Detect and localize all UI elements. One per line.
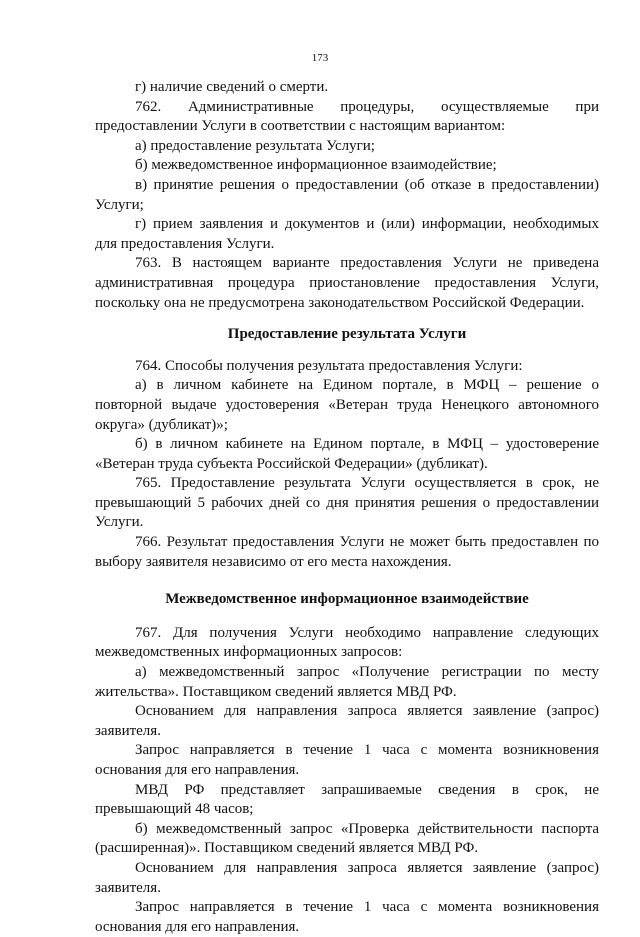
paragraph: Запрос направляется в течение 1 часа с момента возникновения основания для его направления.	[95, 899, 599, 935]
paragraph: 766. Результат предоставления Услуги не может быть предоставлен по выбору заявителя независимо от его места нахождения.	[95, 534, 599, 570]
paragraph: 763. В настоящем варианте предоставления Услуги не приведена административная процедура приостановление предоставления Услуги, поскольку она не предусмотрена законодательством Российской Федерации.	[95, 255, 599, 311]
paragraph: г) прием заявления и документов и (или) информации, необходимых для предоставления Услуги.	[95, 216, 599, 252]
paragraph: Запрос направляется в течение 1 часа с момента возникновения основания для его направления.	[95, 742, 599, 778]
paragraph: 765. Предоставление результата Услуги осуществляется в срок, не превышающий 5 рабочих дней со дня принятия решения о предоставлении Услуги.	[95, 475, 599, 531]
paragraph: а) предоставление результата Услуги;	[135, 137, 375, 154]
section-heading: Предоставление результата Услуги	[227, 326, 467, 343]
paragraph: 767. Для получения Услуги необходимо направление следующих межведомственных информационных запросов:	[95, 624, 599, 661]
document-body	[95, 78, 599, 937]
paragraph: 764. Способы получения результата предоставления Услуги:	[135, 357, 523, 374]
paragraph: МВД РФ представляет запрашиваемые сведения в срок, не превышающий 48 часов;	[95, 781, 599, 818]
paragraph: Основанием для направления запроса является заявление (запрос) заявителя.	[95, 703, 599, 739]
paragraph: 762. Административные процедуры, осуществляемые при предоставлении Услуги в соответствии с настоящим вариантом:	[95, 98, 599, 135]
page-number: 173	[311, 52, 329, 64]
section-heading: Межведомственное информационное взаимодействие	[165, 591, 529, 608]
paragraph: а) в личном кабинете на Едином портале, в МФЦ – решение о повторной выдаче удостоверения «Ветеран труда Ненецкого автономного округа» (дубликат)»;	[95, 377, 599, 433]
paragraph: г) наличие сведений о смерти.	[135, 79, 329, 95]
paragraph: б) в личном кабинете на Едином портале, в МФЦ – удостоверение «Ветеран труда субъекта Российской Федерации» (дубликат).	[95, 436, 599, 472]
paragraph: б) межведомственное информационное взаимодействие;	[135, 157, 497, 174]
paragraph: а) межведомственный запрос «Получение регистрации по месту жительства». Поставщиком сведений является МВД РФ.	[95, 664, 599, 700]
paragraph: в) принятие решения о предоставлении (об отказе в предоставлении) Услуги;	[95, 176, 599, 213]
paragraph: б) межведомственный запрос «Проверка действительности паспорта (расширенная)». Поставщиком сведений является МВД РФ.	[95, 820, 599, 857]
paragraph: Основанием для направления запроса является заявление (запрос) заявителя.	[95, 859, 599, 896]
